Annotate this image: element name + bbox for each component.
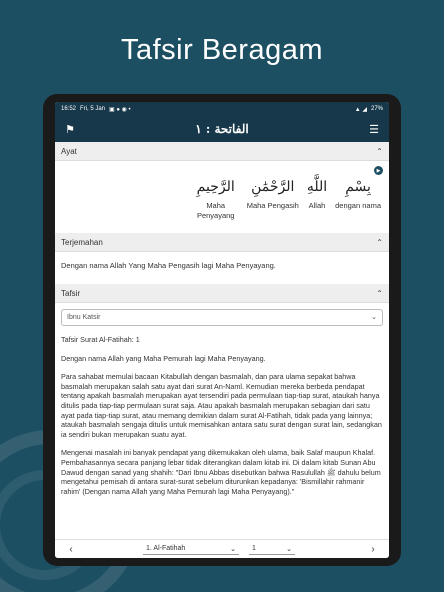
section-tafsir-title: Tafsir (61, 288, 81, 298)
surah-value: 1. Al-Fatihah (146, 545, 186, 552)
app-screen (55, 102, 389, 558)
bottom-navigation (55, 539, 389, 558)
ayah-select[interactable] (249, 543, 295, 555)
word-arabic: الرَّحِيمِ (196, 179, 235, 195)
word-arabic: اللَّهِ (306, 179, 328, 195)
tafsir-paragraph: Para sahabat memulai bacaan Kitabullah dengan basmalah, dan para ulama sepakat bahwa basmalah merupakan salah satu ayat dari surat An-Naml. Kemudian mereka berbeda pendapat tentang apakah basmalah merupakan ayat tersendiri pada permulaan tiap-tiap surat, ataukah hanya ditulis pada tiap-tiap permulaan surat saja. Atau apakah basmalah merupakan sebagian dari satu ayat pada tiap-tiap surat, atau memang demikian dalam surat Al-Fatihah, tidak pada yang lainnya; ataukah basmalah sengaja ditulis untuk memisahkan antara satu surat dengan surat lain, sedangkan ia sendiri bukan merupakan suatu ayat. (61, 372, 382, 439)
signal-icon: ▲ ◢ (354, 106, 367, 113)
word-arabic: الرَّحْمَٰنِ (251, 179, 295, 195)
chevron-down-icon: ⌄ (286, 545, 292, 553)
tafsir-source-value: Ibnu Katsir (67, 313, 101, 321)
word-translation: Maha Penyayang (196, 201, 235, 220)
section-terjemahan-header[interactable] (55, 233, 389, 252)
sliders-icon[interactable]: ☰ (369, 123, 379, 136)
ayat-words (55, 161, 389, 233)
status-battery: 27% (370, 106, 383, 112)
tafsir-paragraph: Tafsir Surat Al-Fatihah: 1 (61, 335, 140, 344)
tafsir-paragraph: Dengan nama Allah yang Maha Pemurah lagi Maha Penyayang. (61, 353, 266, 363)
chevron-up-icon: ⌃ (376, 237, 383, 247)
notification-icon: ▣ ● ◉ • (109, 106, 131, 113)
word-item[interactable] (247, 179, 299, 221)
chevron-down-icon: ⌄ (230, 545, 236, 553)
surah-select[interactable] (143, 543, 239, 555)
promo-headline: Tafsir Beragam (120, 34, 323, 66)
next-ayah-icon[interactable]: › (371, 543, 375, 555)
tafsir-source-select[interactable] (61, 309, 383, 326)
translation-text: Dengan nama Allah Yang Maha Pengasih lagi Maha Penyayang. (61, 261, 276, 270)
tablet-frame (43, 94, 401, 566)
word-item[interactable] (193, 179, 239, 221)
app-bar (55, 116, 389, 142)
section-tafsir-header[interactable] (55, 284, 389, 303)
word-translation: Allah (308, 201, 326, 210)
ayah-value: 1 (252, 545, 256, 552)
chevron-up-icon: ⌃ (376, 146, 383, 156)
word-arabic: بِسْمِ (345, 179, 371, 195)
prev-ayah-icon[interactable]: ‹ (69, 543, 73, 555)
status-date: Fri, 5 Jan (80, 106, 106, 112)
status-time: 16:52 (61, 106, 77, 112)
chevron-down-icon: ⌄ (371, 313, 377, 321)
chevron-up-icon: ⌃ (376, 288, 383, 298)
app-title: الفاتحة : ١ (195, 122, 249, 136)
play-audio-icon[interactable]: ▶ (374, 166, 383, 175)
word-translation: Maha Pengasih (246, 201, 299, 210)
word-item[interactable] (335, 179, 381, 221)
status-bar (55, 102, 389, 116)
section-ayat-title: Ayat (61, 146, 77, 156)
tafsir-paragraph: Mengenai masalah ini banyak pendapat yang dikemukakan oleh ulama, baik Salaf maupun Khalaf. Pembahasannya secara panjang lebar tidak diterangkan dalam kitab ini. Di dalam kitab Sunan Abu Dawud dengan sanad yang shahih: "Dari Ibnu Abbas disebutkan bahwa Rasulullah ﷺ dahulu belum mengetahui pemisah di antara surat-surat sebelum diturunkan kepadanya: 'Bismillahir rahmanir rahim' (Dengan nama Allah yang Maha Pemurah lagi Maha Penyayang)." (61, 448, 381, 496)
word-item[interactable] (307, 179, 327, 221)
section-ayat-header[interactable] (55, 142, 389, 161)
bookmark-icon[interactable]: ⚑ (65, 123, 75, 136)
tafsir-content (55, 303, 389, 511)
word-translation: dengan nama (335, 201, 381, 210)
section-terjemahan-title: Terjemahan (61, 237, 103, 247)
